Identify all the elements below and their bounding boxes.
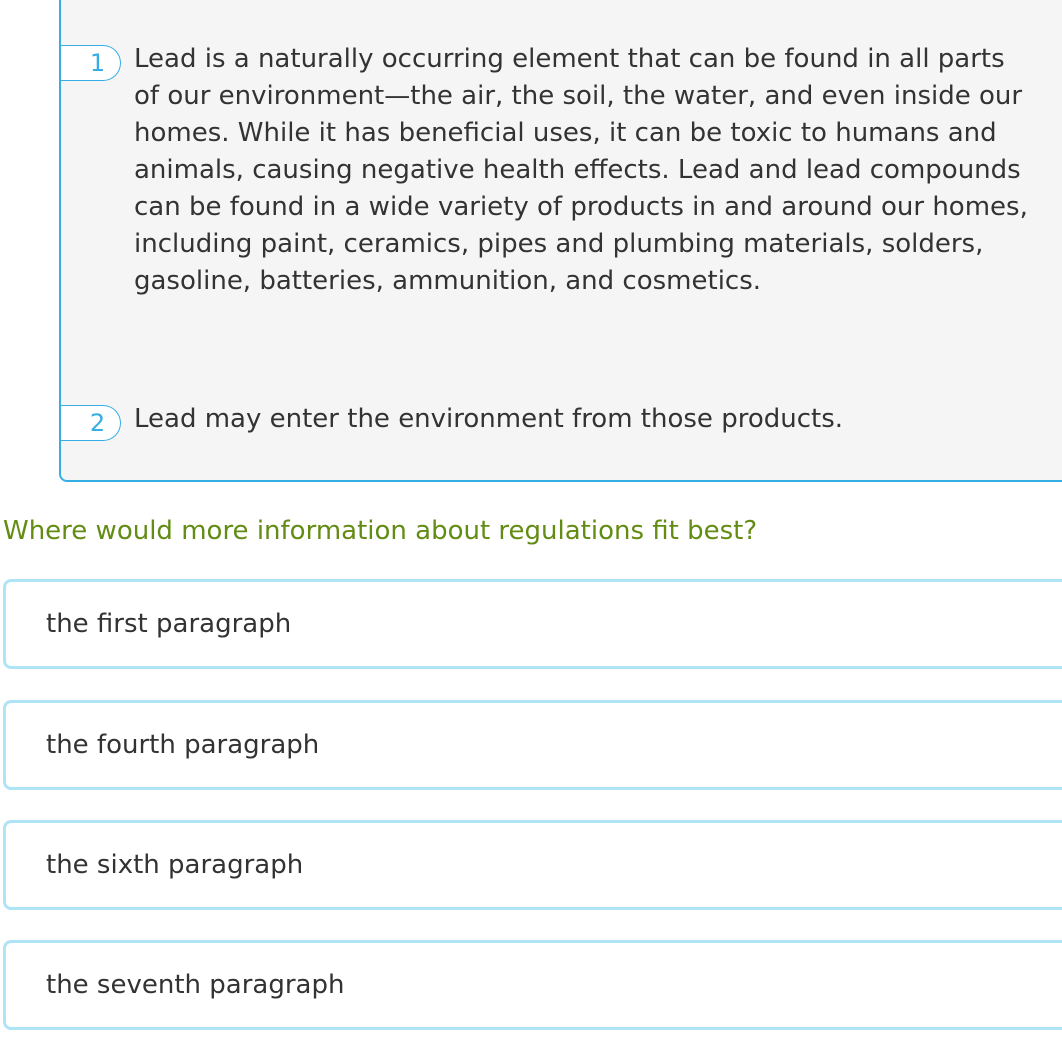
answer-choice-2[interactable] [3,700,1062,790]
paragraph-text: Lead is a naturally occurring element that can be found in all parts of our environment—the air, the soil, the water, and even inside our homes. While it has beneficial uses, it can be toxic to humans and animals, causing negative health effects. Lead and lead compounds can be found in a wide variety of products in and around our homes, including paint, ceramics, pipes and plumbing materials, solders, gasoline, batteries, ammunition, and cosmetics. [134,44,1028,296]
answer-choice-3[interactable] [3,820,1062,910]
paragraph-text: Lead may enter the environment from those products. [134,404,844,434]
paragraph-2 [89,401,1034,438]
paragraph-1 [89,41,1034,300]
paragraph-number-badge: 2 [61,405,121,441]
passage-box [59,0,1062,482]
answer-choice-label: the sixth paragraph [46,850,304,880]
answer-choice-4[interactable] [3,940,1062,1030]
answer-choice-1[interactable] [3,579,1062,669]
answer-choice-label: the fourth paragraph [46,730,320,760]
answer-choice-label: the seventh paragraph [46,970,345,1000]
question-prompt: Where would more information about regulations fit best? [3,516,758,546]
answer-choice-label: the first paragraph [46,609,292,639]
paragraph-number-badge: 1 [61,45,121,81]
